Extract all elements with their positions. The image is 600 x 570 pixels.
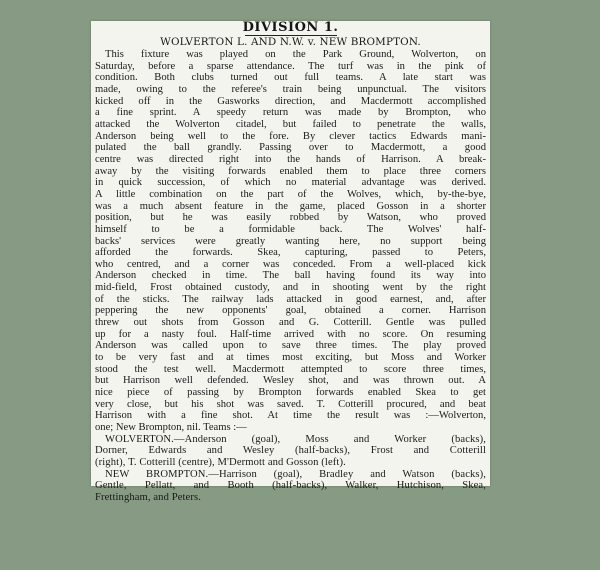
text-line: A little combination on the part of the Wolves, which, by-the-bye,: [95, 188, 486, 200]
text-line: backs' services were greatly wanting here, no support being: [95, 235, 486, 247]
text-line: very close, but his shot was saved. T. Cotterill procured, and beat: [95, 398, 486, 410]
text-line: away by the visiting forwards enabled them to place three corners: [95, 165, 486, 177]
text-line: condition. Both clubs turned out full teams. A late start was: [95, 72, 486, 84]
text-line: pulated the ball grandly. Passing over to Macdermott, a good: [95, 142, 486, 154]
text-line: stood the test well. Macdermott attempted to score three times,: [95, 363, 486, 375]
text-line: to be very fast and at times most exciting, but Moss and Worker: [95, 352, 486, 364]
text-line: Anderson was called upon to save three times. The play proved: [95, 340, 486, 352]
text-line: Gentle, Pellatt, and Booth (half-backs), Walker, Hutchison, Skea,: [95, 480, 486, 492]
text-line: Anderson checked in time. The ball having found its way into: [95, 270, 486, 282]
text-line: one; New Brompton, nil. Teams :—: [95, 422, 247, 433]
text-line: himself to be a formidable back. The Wolves' half-: [95, 223, 486, 235]
text-line: Dorner, Edwards and Wesley (half-backs), Frost and Cotterill: [95, 445, 486, 457]
text-line: attacked the Wolverton citadel, but failed to penetrate the walls,: [95, 118, 486, 130]
text-line: mid-field, Frost obtained custody, and in shooting went by the right: [95, 282, 486, 294]
text-line: NEW BROMPTON.—Harrison (goal), Bradley and Watson (backs),: [105, 468, 486, 480]
text-line: in quick succession, of which no material advantage was derived.: [95, 177, 486, 189]
text-line: a fine sprint. A speedy return was made by Brompton, who: [95, 107, 486, 119]
text-line: made, owing to the referee's train being unpunctual. The visitors: [95, 83, 486, 95]
text-line: WOLVERTON.—Anderson (goal), Moss and Worker (backs),: [105, 433, 486, 445]
text-line: who centred, and a corner was conceded. From a well-placed kick: [95, 258, 486, 270]
text-line: Harrison with a fine shot. At time the result was :—Wolverton,: [95, 410, 486, 422]
text-line: afforded the forwards. Skea, capturing, passed to Peters,: [95, 247, 486, 259]
text-line: peppering the new opponents' goal, obtained a corner. Harrison: [95, 305, 486, 317]
new-brompton-team-paragraph: [95, 469, 486, 504]
newspaper-clipping: [91, 20, 490, 503]
text-line: (right), T. Cotterill (centre), M'Dermott and Gosson (left).: [95, 456, 346, 468]
text-line: up for a nasty foul. Half-time arrived with no score. On resuming: [95, 328, 486, 340]
text-line: Frettingham, and Peters.: [95, 491, 201, 503]
text-line: nice piece of passing by Brompton forwards enabled Skea to get: [95, 387, 486, 399]
text-line: threw out shots from Gosson and G. Cotterill. Gentle was pulled: [95, 317, 486, 329]
text-line: was a much absent feature in the game, placed Gosson in a shorter: [95, 200, 486, 212]
report-paragraph: [95, 49, 486, 434]
match-report-body: [91, 49, 490, 504]
text-line: centre was directed right into the hands of Harrison. A break-: [95, 153, 486, 165]
text-line: Anderson being well to the fore. By clever tactics Edwards mani-: [95, 130, 486, 142]
match-title: WOLVERTON L. AND N.W. v. NEW BROMPTON.: [160, 36, 421, 48]
wolverton-team-paragraph: [95, 434, 486, 469]
text-line: Saturday, before a sparse attendance. The turf was in the pink of: [95, 60, 486, 72]
text-line: but Harrison well defended. Wesley shot, and was thrown out. A: [95, 375, 486, 387]
text-line: position, but he was easily robbed by Watson, who proved: [95, 212, 486, 224]
text-line: kicked off in the Gasworks direction, and Macdermott accomplished: [95, 95, 486, 107]
text-line: of the sticks. The railway lads attacked in good earnest, and, after: [95, 293, 486, 305]
text-line: This fixture was played on the Park Ground, Wolverton, on: [105, 49, 486, 60]
division-heading: DIVISION 1.: [242, 20, 339, 35]
